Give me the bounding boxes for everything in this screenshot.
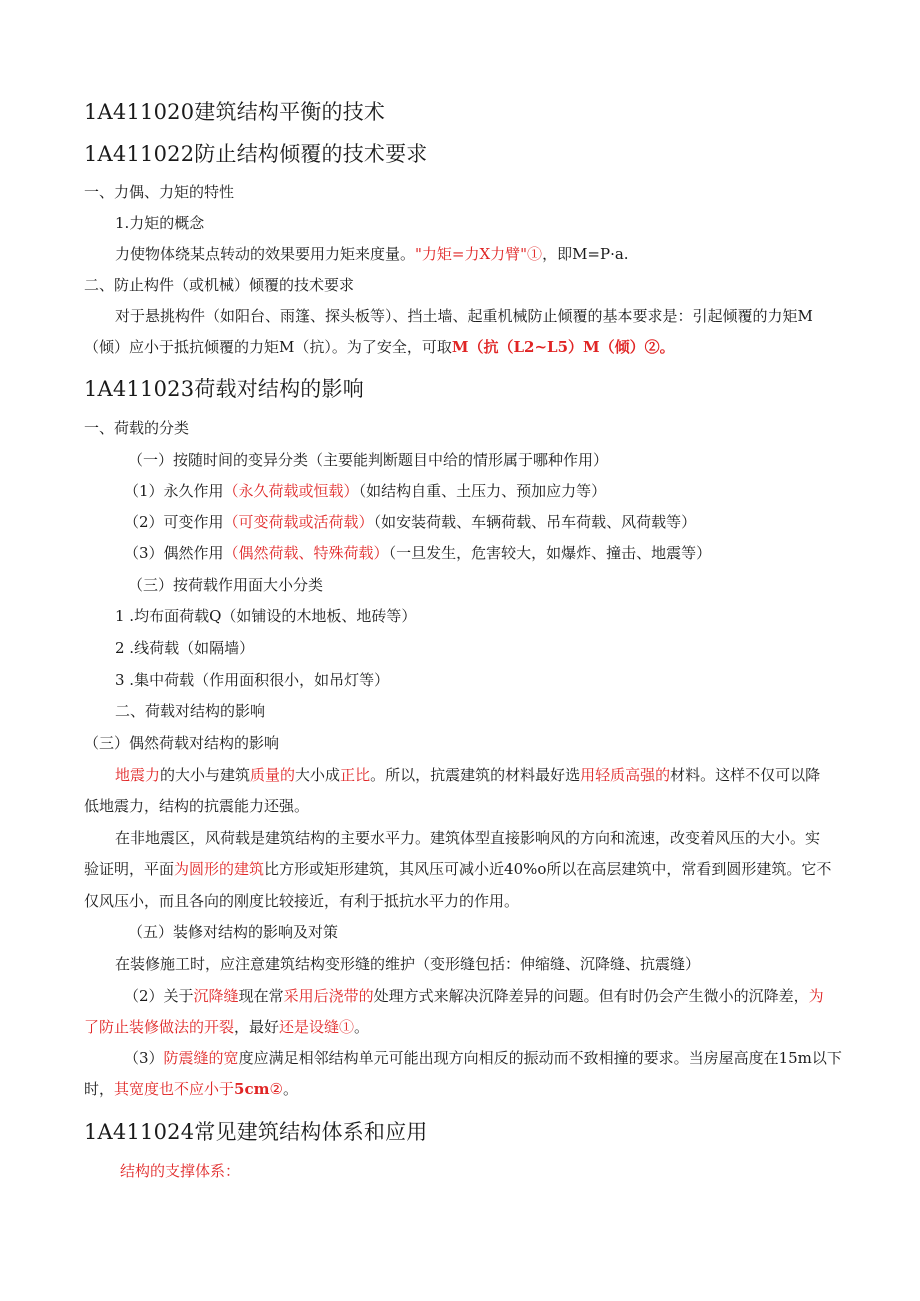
paragraph-overturning-line1: 对于悬挑构件（如阳台、雨篷、探头板等）、挡土墙、起重机械防止倾覆的基本要求是：引起倾覆的力矩M: [115, 307, 813, 325]
permanent-load-highlight: （永久荷载或恒载）: [223, 482, 359, 500]
variable-load-highlight: （可变荷载或活荷载）: [223, 513, 374, 531]
paragraph-wind-line3: 仅风压小，而且各向的刚度比较接近，有利于抵抗水平力的作用。: [84, 892, 520, 910]
accidental-load-highlight: （偶然荷载、特殊荷载）: [223, 544, 389, 562]
subsection-decoration-effect: （五）装修对结构的影响及对策: [128, 923, 339, 941]
list-item-accidental-action: （3）偶然作用（偶然荷载、特殊荷载）（一旦发生，危害较大，如爆炸、撞击、地震等）: [124, 544, 712, 562]
heading-1a411024: 1A411024常见建筑结构体系和应用: [84, 1120, 428, 1144]
list-item-line-load: 2 .线荷载（如隔墙）: [115, 639, 255, 657]
section-title-support-system: 结构的支撑体系：: [120, 1162, 241, 1180]
list-item-point-load: 3 .集中荷载（作用面积很小，如吊灯等）: [115, 671, 390, 689]
paragraph-wind-line2: 验证明，平面为圆形的建筑比方形或矩形建筑，其风压可减小近40%o所以在高层建筑中，常看到圆形建筑。它不: [84, 860, 832, 878]
moment-text: 力使物体绕某点转动的效果要用力矩来度量。: [115, 245, 416, 263]
paragraph-settlement-line1: （2）关于沉降缝现在常采用后浇带的处理方式来解决沉降差异的问题。但有时仍会产生微小的沉降差，为: [124, 987, 824, 1005]
paragraph-overturning-line2: [84, 337, 675, 357]
list-item-permanent-action: （1）永久作用（永久荷载或恒载）（如结构自重、土压力、预加应力等）: [124, 482, 607, 500]
circular-building-highlight: 为圆形的建筑: [174, 860, 265, 878]
section-title-load-classification: 一、荷载的分类: [84, 419, 190, 437]
section-title-couple-moment: 一、力偶、力矩的特性: [84, 183, 235, 201]
subsection-moment-concept: 1.力矩的概念: [115, 214, 205, 232]
paragraph-earthquake-line2: 低地震力，结构的抗震能力还强。: [84, 797, 310, 815]
heading-1a411022: 1A411022防止结构倾覆的技术要求: [84, 142, 428, 166]
list-item-area-load: 1 .均布面荷载Q（如铺设的木地板、地砖等）: [115, 607, 417, 625]
list-item-variable-action: （2）可变作用（可变荷载或活荷载）（如安装荷载、车辆荷载、吊车荷载、风荷载等）: [124, 513, 697, 531]
paragraph-moment-definition: [115, 244, 629, 264]
paragraph-wind-line1: 在非地震区，风荷载是建筑结构的主要水平力。建筑体型直接影响风的方向和流速，改变着风压的大小。实: [115, 829, 821, 847]
section-title-anti-overturning: 二、防止构件（或机械）倾覆的技术要求: [84, 276, 355, 294]
subsection-accidental-effect: （三）偶然荷载对结构的影响: [84, 734, 280, 752]
overturning-text: （倾）应小于抵抗倾覆的力矩M（抗）。为了安全，可取: [84, 338, 452, 356]
paragraph-settlement-line2: 了防止装修做法的开裂，最好还是设缝①。: [84, 1018, 370, 1036]
subsection-by-area: （三）按荷载作用面大小分类: [128, 576, 324, 594]
section-title-load-effect: 二、荷载对结构的影响: [115, 702, 266, 720]
subsection-by-time: （一）按随时间的变异分类（主要能判断题目中给的情形属于哪种作用）: [128, 451, 609, 469]
heading-1a411020: 1A411020建筑结构平衡的技术: [84, 100, 386, 124]
heading-1a411023: 1A411023荷载对结构的影响: [84, 377, 364, 401]
paragraph-earthquake-line1: 地震力的大小与建筑质量的大小成正比。所以，抗震建筑的材料最好选用轻质高强的材料。这样不仅可以降: [115, 766, 821, 784]
moment-formula-tail: ，即M=P·a.: [542, 245, 629, 263]
moment-formula-highlight: "力矩=力X力臂"①: [415, 245, 543, 263]
overturning-formula-highlight: M（抗（L2~L5）M（倾）②。: [451, 338, 675, 356]
paragraph-seismic-joint-line1: （3）防震缝的宽度应满足相邻结构单元可能出现方向相反的振动而不致相撞的要求。当房屋高度在15m以下: [124, 1049, 842, 1067]
paragraph-seismic-joint-line2: 时，其宽度也不应小于5cm②。: [84, 1080, 298, 1098]
paragraph-deformation-joint: 在装修施工时，应注意建筑结构变形缝的维护（变形缝包括：伸缩缝、沉降缝、抗震缝）: [115, 955, 701, 973]
